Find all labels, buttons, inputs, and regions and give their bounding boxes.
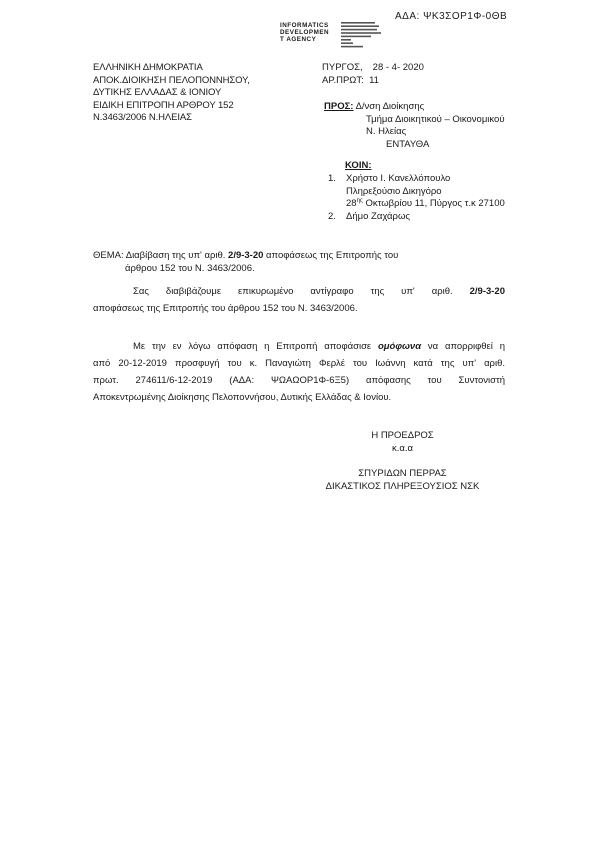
paragraph-2 (93, 338, 505, 406)
paragraph-1-line-1: Σας διαβιβάζουμε επικυρωμένο αντίγραφο της υπ' αριθ. 2/9-3-20 (133, 286, 505, 297)
cc-list (328, 173, 505, 223)
date: 28 - 4- 2020 (372, 62, 424, 73)
signature-block (300, 430, 505, 493)
protocol-label: ΑΡ.ΠΡΩΤ: (322, 74, 364, 86)
logo-line-1: INFORMATICS (280, 22, 329, 29)
paragraph-1-line-2: αποφάσεως της Επιτροπής του άρθρου 152 του Ν. 3463/2006. (93, 303, 358, 314)
cc-item-1-name: Χρήστο Ι. Κανελλόπουλο (346, 173, 451, 184)
signature-kaa: κ.α.α (391, 442, 413, 454)
date-line (322, 62, 424, 75)
paragraph-2-line-3: πρωτ. 274611/6-12-2019 (ΑΔΑ: ΨΩΑΩΟΡ1Φ-6Ξ5) απόφασης του Συντονιστή (93, 375, 505, 386)
subject-block (93, 250, 505, 275)
signature-name: ΣΠΥΡΙΔΩΝ ΠΕΡΡΑΣ (358, 468, 447, 479)
cc-item-2-number: 2. (328, 210, 336, 222)
place: ΠΥΡΓΟΣ, (322, 62, 363, 73)
issuer-line-5: Ν.3463/2006 Ν.ΗΛΕΙΑΣ (93, 112, 192, 123)
cc-item-2 (328, 211, 505, 224)
paragraph-1 (93, 283, 505, 317)
issuer-block (93, 62, 250, 125)
logo-line-3: T AGENCY (280, 36, 317, 43)
issuer-line-1: ΕΛΛΗΝΙΚΗ ΔΗΜΟΚΡΑΤΙΑ (93, 62, 203, 73)
cc-item-2-name: Δήμο Ζαχάρως (346, 210, 410, 222)
protocol-number: 11 (369, 74, 379, 86)
issuer-line-3: ΔΥΤΙΚΗΣ ΕΛΛΑΔΑΣ & ΙΟΝΙΟΥ (93, 87, 222, 98)
date-protocol-block (322, 62, 424, 87)
subject-line-2: άρθρου 152 του Ν. 3463/2006. (125, 262, 255, 274)
cc-item-1-role: Πληρεξούσιο Δικηγόρο (346, 185, 442, 197)
logo-line-2: DEVELOPMEN (280, 29, 330, 36)
logo-fine-print-graphic (341, 22, 383, 52)
signature-title: Η ΠΡΟΕΔΡΟΣ (371, 430, 434, 441)
protocol-line (322, 75, 424, 88)
subject-line-1: ΘΕΜΑ: Διαβίβαση της υπ' αριθ. 2/9-3-20 αποφάσεως της Επιτροπής του (93, 250, 399, 261)
recipient-line-3: Ν. Ηλείας (366, 126, 407, 137)
paragraph-2-line-2: από 20-12-2019 προσφυγή του κ. Παναγιώτη Φερλέ του Ιωάννη κατά της υπ' αριθ. (93, 358, 505, 369)
recipient-line-4: ΕΝΤΑΥΘΑ (386, 138, 430, 150)
issuer-line-4: ΕΙΔΙΚΗ ΕΠΙΤΡΟΠΗ ΑΡΘΡΟΥ 152 (93, 99, 234, 111)
recipient-block (324, 101, 505, 151)
recipient-label: ΠΡΟΣ: (324, 101, 354, 112)
cc-item-1 (328, 173, 505, 186)
cc-item-1-number: 1. (328, 173, 336, 184)
paragraph-2-line-4: Αποκεντρωμένης Διοίκησης Πελοποννήσου, Δυτικής Ελλάδας & Ιονίου. (93, 392, 392, 403)
ada-code: ΑΔΑ: ΨΚ3ΣΟΡ1Φ-0ΘΒ (395, 11, 508, 22)
recipient-line-2: Τμήμα Διοικητικού – Οικονομικού (366, 113, 505, 125)
recipient-line-1: Δ/νση Διοίκησης (353, 101, 425, 112)
cc-item-1-address: $28^{\eta\varsigma}$ Οκτωβρίου 11, Πύργος τ.κ 27100 (346, 197, 505, 209)
signature-role: ΔΙΚΑΣΤΙΚΟΣ ΠΛΗΡΕΞΟΥΣΙΟΣ ΝΣΚ (325, 480, 480, 492)
cc-label: ΚΟΙΝ: (345, 160, 372, 171)
paragraph-2-line-1: Με την εν λόγω απόφαση η Επιτροπή αποφάσισε ομόφωνα να απορριφθεί η (133, 341, 505, 352)
issuer-line-2: ΑΠΟΚ.ΔΙΟΙΚΗΣΗ ΠΕΛΟΠΟΝΝΗΣΟΥ, (93, 74, 250, 86)
